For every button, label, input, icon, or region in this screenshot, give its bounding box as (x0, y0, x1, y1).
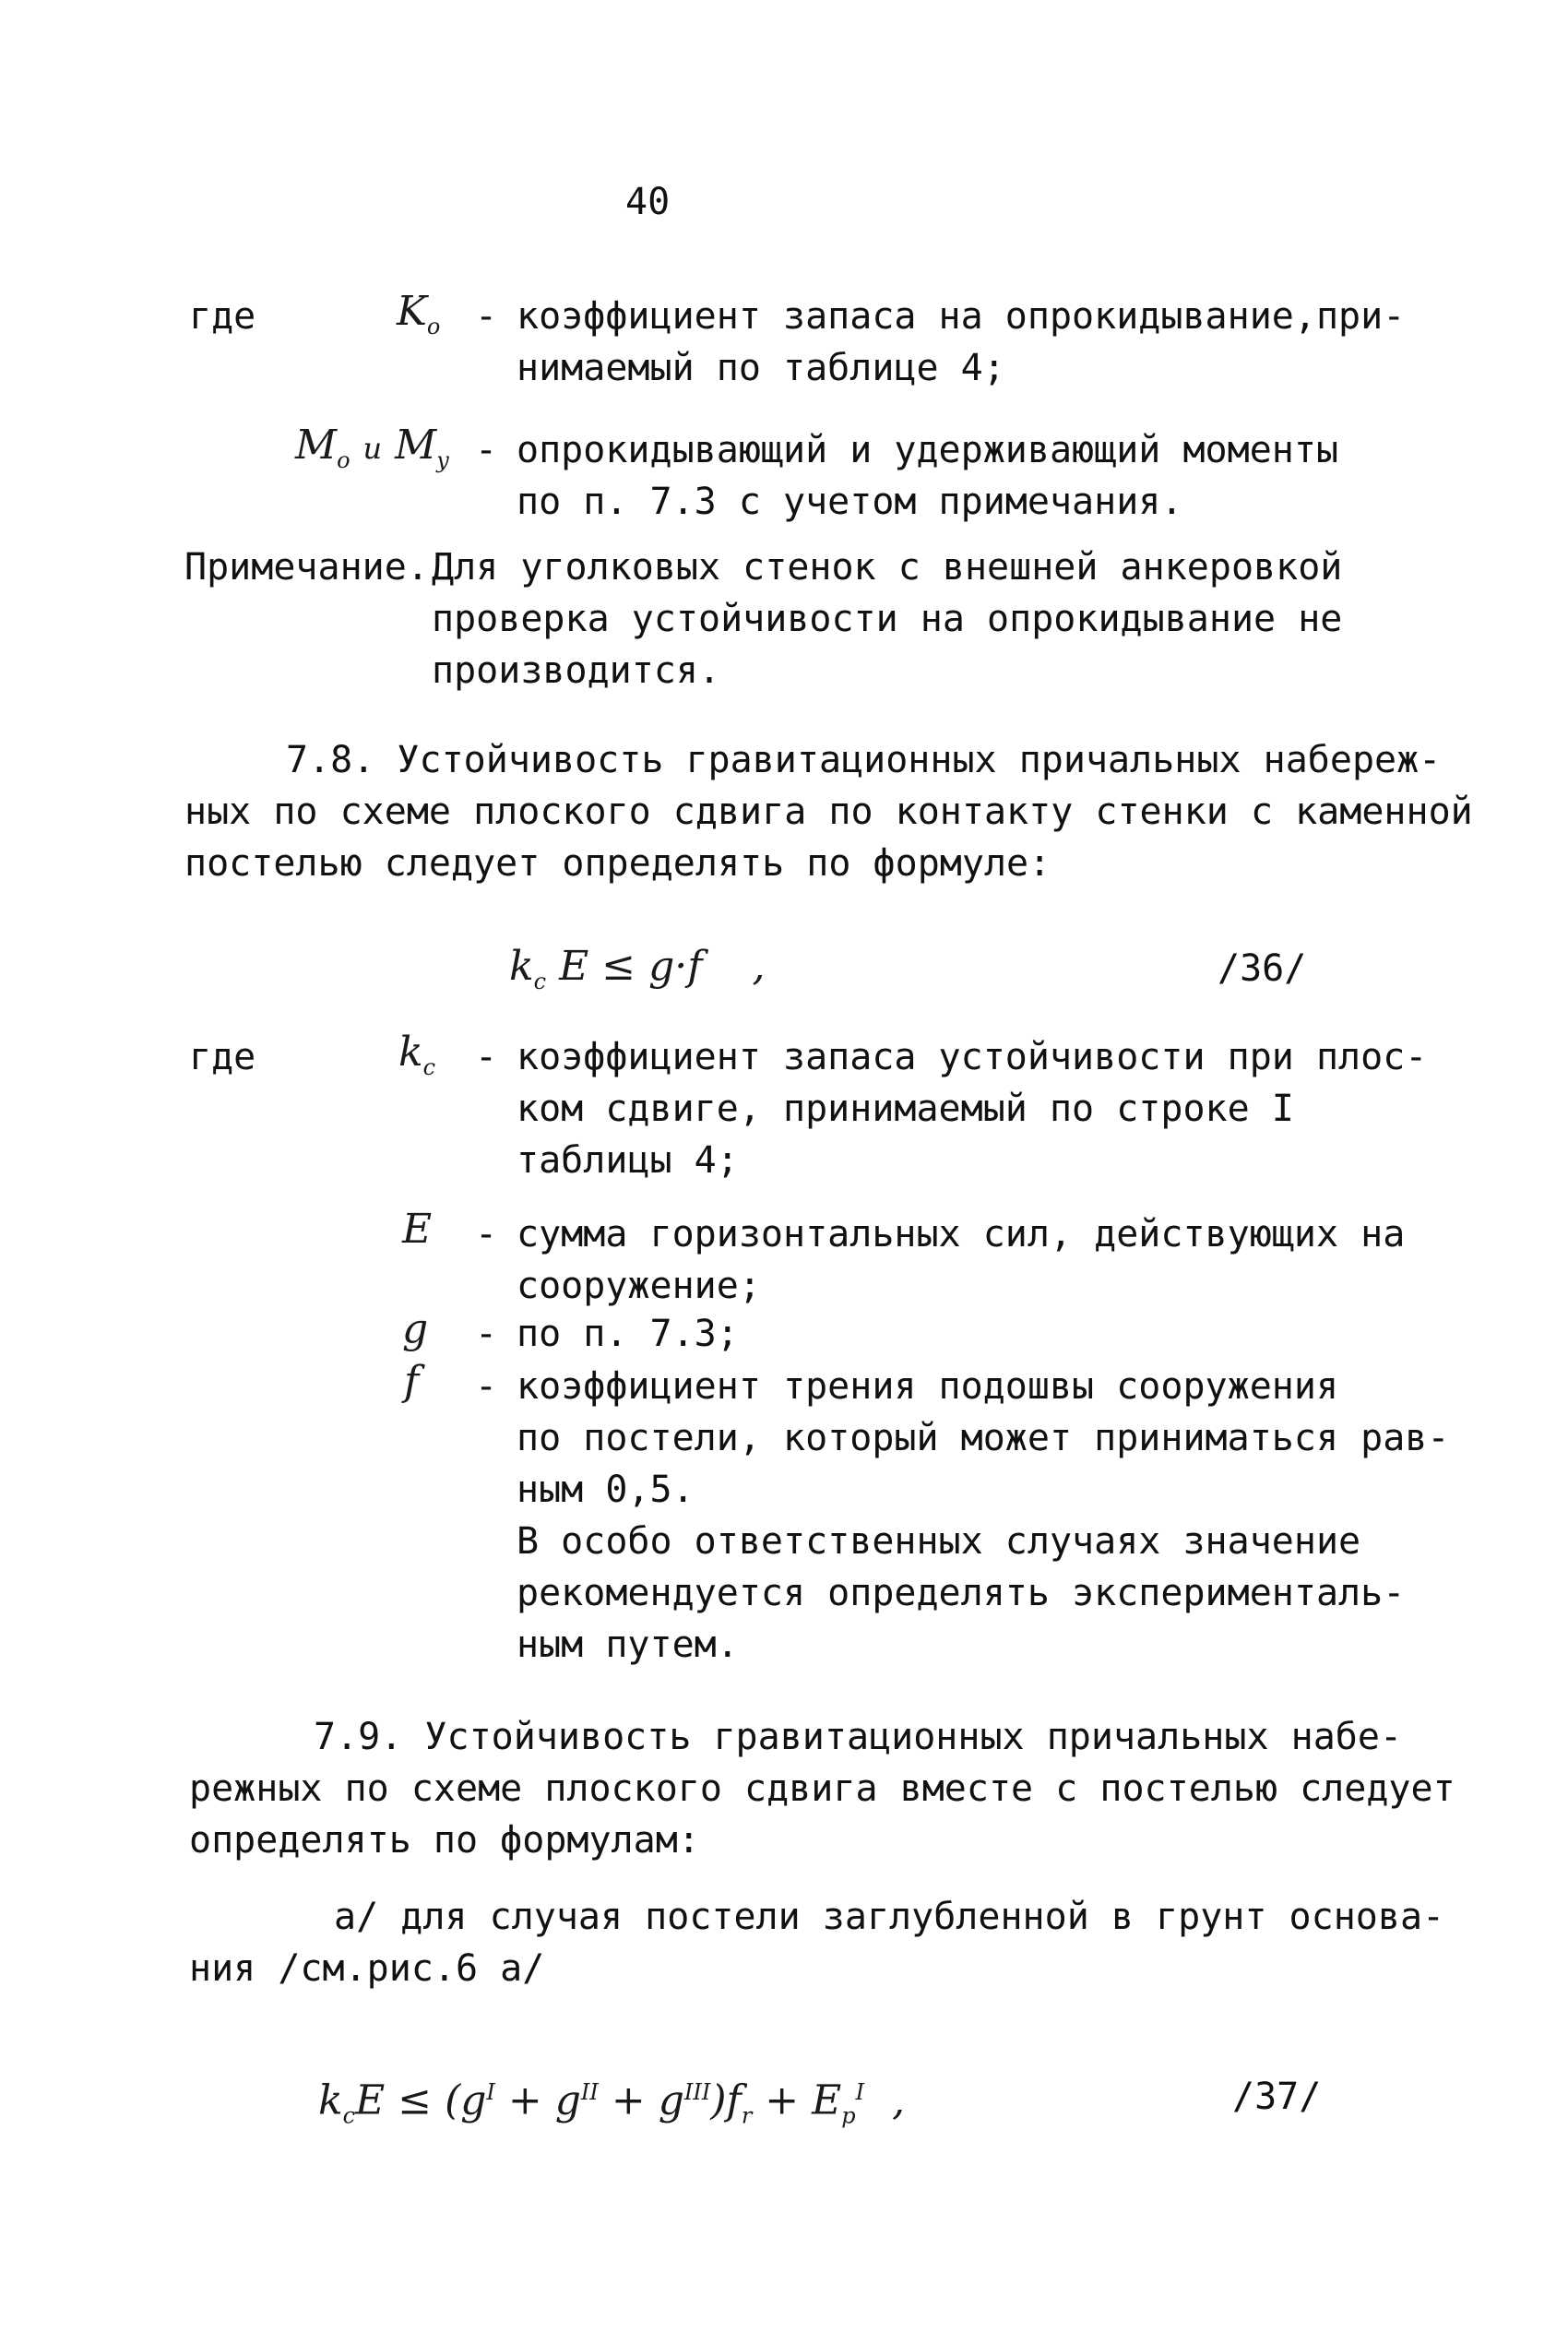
paragraph-line: определять по формулам: (189, 1819, 700, 1862)
definition-line: сооружение; (517, 1265, 761, 1307)
dash: - (474, 1213, 498, 1255)
definition-line: ком сдвиге, принимаемый по строке I (517, 1088, 1294, 1130)
paragraph-line: режных по схеме плоского сдвига вместе с постелью следует (189, 1767, 1455, 1810)
equation-number: /37/ (1232, 2076, 1322, 2118)
dash: - (474, 1365, 498, 1408)
case-line: ния /см.рис.6 а/ (189, 1947, 545, 1990)
formula-37: $k_cE \le (g^I + g^{II} + g^{III})f_r + E_p^I$ , (318, 2076, 906, 2129)
dash: - (474, 1036, 498, 1078)
paragraph-line: 7.9. Устойчивость гравитационных причальных набе- (314, 1716, 1403, 1758)
symbol-k0-main: K (397, 288, 427, 335)
definition-line: коэффициент трения подошвы сооружения (517, 1365, 1339, 1408)
case-line: а/ для случая постели заглубленной в грунт основа- (334, 1896, 1445, 1938)
definition-line: по п. 7.3 с учетом примечания. (517, 481, 1183, 523)
where-label: где (189, 1036, 256, 1078)
symbol-mo-my: $M_o$ и $M_y$ (295, 422, 449, 473)
definition-line: ным путем. (517, 1624, 739, 1666)
symbol-k0 (397, 286, 440, 338)
definition-line: В особо ответственных случаях значение (517, 1520, 1361, 1563)
definition-line: опрокидывающий и удерживающий моменты (517, 429, 1339, 471)
note-line: Для уголковых стенок с внешней анкеровкой (432, 546, 1343, 589)
symbol-k0-sub: o (426, 313, 441, 339)
definition-line: по постели, который может приниматься рав- (517, 1417, 1450, 1459)
definition-line: коэффициент запаса устойчивости при плос- (517, 1036, 1428, 1078)
note-label: Примечание. (184, 546, 429, 589)
definition-line: по п. 7.3; (517, 1313, 739, 1355)
definition-line: коэффициент запаса на опрокидывание,при- (517, 295, 1406, 338)
definition-line: таблицы 4; (517, 1139, 739, 1182)
equation-number: /36/ (1218, 947, 1307, 990)
paragraph-line: постелью следует определять по формуле: (184, 842, 1051, 885)
dash: - (474, 295, 498, 338)
definition-line: сумма горизонтальных сил, действующих на (517, 1213, 1406, 1255)
note-line: проверка устойчивости на опрокидывание не (432, 598, 1343, 640)
where-label: где (189, 295, 256, 338)
paragraph-line: ных по схеме плоского сдвига по контакту стенки с каменной (184, 791, 1473, 833)
definition-line: ным 0,5. (517, 1469, 695, 1511)
symbol-f: f (404, 1358, 420, 1405)
definition-line: нимаемый по таблице 4; (517, 347, 1005, 389)
dash: - (474, 429, 498, 471)
note-line: производится. (432, 649, 721, 692)
definition-line: рекомендуется определять эксперименталь- (517, 1572, 1406, 1614)
page-number: 40 (625, 181, 671, 223)
symbol-e: E (402, 1206, 433, 1253)
symbol-kc: $k_c$ (398, 1029, 436, 1080)
formula-36: $k_c$ E ≤ g·f , (509, 943, 766, 994)
paragraph-line: 7.8. Устойчивость гравитационных причальных набереж- (286, 739, 1442, 781)
dash: - (474, 1313, 498, 1355)
symbol-g: g (402, 1305, 429, 1352)
